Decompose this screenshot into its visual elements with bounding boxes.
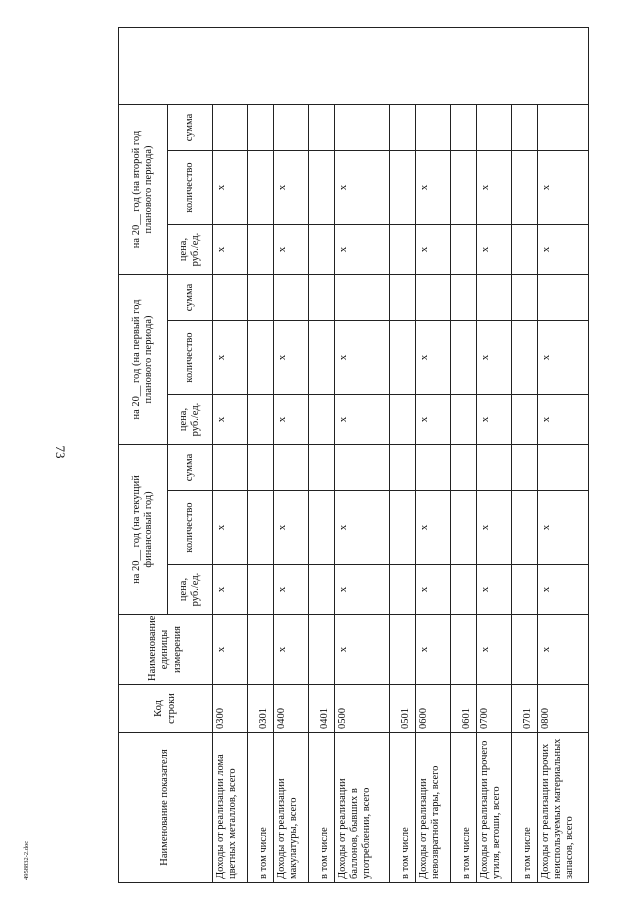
row-price-1 <box>390 565 416 615</box>
row-price-3: x <box>538 225 589 275</box>
row-sum-3 <box>309 104 335 150</box>
row-price-3: x <box>416 225 451 275</box>
row-unit: x <box>213 615 248 685</box>
row-code: 0701 <box>512 685 538 733</box>
row-unit: x <box>477 615 512 685</box>
row-quantity-3 <box>309 151 335 225</box>
row-sum-3 <box>274 104 309 150</box>
table-row <box>416 27 451 882</box>
row-blank <box>309 27 335 104</box>
row-price-3 <box>390 225 416 275</box>
table-row <box>213 27 248 882</box>
row-blank <box>538 27 589 104</box>
row-price-3 <box>451 225 477 275</box>
row-price-1 <box>309 565 335 615</box>
row-quantity-2: x <box>416 321 451 395</box>
footer-document-code: 4958832-2.doc <box>23 840 30 880</box>
row-quantity-1 <box>390 491 416 565</box>
row-price-1: x <box>416 565 451 615</box>
row-price-2: x <box>213 395 248 445</box>
row-code: 0300 <box>213 685 248 733</box>
row-quantity-2: x <box>477 321 512 395</box>
row-quantity-2: x <box>538 321 589 395</box>
row-sum-3 <box>213 104 248 150</box>
row-code: 0501 <box>390 685 416 733</box>
row-quantity-1: x <box>213 491 248 565</box>
row-sum-3 <box>451 104 477 150</box>
row-blank <box>451 27 477 104</box>
row-quantity-3: x <box>274 151 309 225</box>
row-quantity-3 <box>451 151 477 225</box>
row-quantity-1 <box>248 491 274 565</box>
row-name: Доходы от реализации прочего утиля, ветоши, всего <box>477 733 512 883</box>
row-price-3: x <box>274 225 309 275</box>
row-price-2: x <box>274 395 309 445</box>
row-sum-1 <box>416 445 451 491</box>
row-sum-1 <box>335 445 390 491</box>
row-price-3: x <box>335 225 390 275</box>
header-year-second: на 20__ год (на второй год планового периода) <box>119 104 168 274</box>
row-unit: x <box>538 615 589 685</box>
row-sum-3 <box>335 104 390 150</box>
row-price-3 <box>248 225 274 275</box>
header-year-first: на 20__ год (на первый год планового периода) <box>119 275 168 445</box>
row-code: 0401 <box>309 685 335 733</box>
row-sum-1 <box>477 445 512 491</box>
row-sum-2 <box>335 275 390 321</box>
row-sum-1 <box>390 445 416 491</box>
table-row <box>538 27 589 882</box>
row-price-3: x <box>213 225 248 275</box>
row-sum-2 <box>512 275 538 321</box>
row-name: в том числе <box>309 733 335 883</box>
header-line-code: Код строки <box>119 685 213 733</box>
row-quantity-1: x <box>335 491 390 565</box>
row-code: 0301 <box>248 685 274 733</box>
table-row <box>274 27 309 882</box>
row-sum-3 <box>416 104 451 150</box>
row-code: 0400 <box>274 685 309 733</box>
row-quantity-3: x <box>335 151 390 225</box>
row-sum-2 <box>274 275 309 321</box>
row-unit: x <box>274 615 309 685</box>
row-quantity-3 <box>512 151 538 225</box>
row-price-1: x <box>538 565 589 615</box>
row-sum-1 <box>451 445 477 491</box>
row-name: в том числе <box>512 733 538 883</box>
row-sum-3 <box>390 104 416 150</box>
header-unit: Наименование единицы измерения <box>119 615 213 685</box>
row-price-1 <box>512 565 538 615</box>
row-price-1 <box>451 565 477 615</box>
row-sum-1 <box>309 445 335 491</box>
table-row <box>451 27 477 882</box>
row-sum-1 <box>538 445 589 491</box>
row-price-2 <box>451 395 477 445</box>
row-quantity-3: x <box>538 151 589 225</box>
row-unit <box>390 615 416 685</box>
row-name: в том числе <box>451 733 477 883</box>
row-name: Доходы от реализации невозвратной тары, всего <box>416 733 451 883</box>
row-sum-3 <box>248 104 274 150</box>
row-blank <box>213 27 248 104</box>
row-price-1: x <box>213 565 248 615</box>
row-quantity-3 <box>248 151 274 225</box>
header-quantity-1: количество <box>168 491 213 565</box>
row-sum-2 <box>213 275 248 321</box>
table-row <box>309 27 335 882</box>
header-indicator: Наименование показателя <box>119 733 213 883</box>
row-quantity-1: x <box>416 491 451 565</box>
row-price-2: x <box>538 395 589 445</box>
row-code: 0600 <box>416 685 451 733</box>
row-blank <box>335 27 390 104</box>
row-sum-1 <box>274 445 309 491</box>
row-quantity-1: x <box>538 491 589 565</box>
row-price-2: x <box>416 395 451 445</box>
row-sum-3 <box>477 104 512 150</box>
row-quantity-2 <box>390 321 416 395</box>
row-blank <box>512 27 538 104</box>
row-quantity-1 <box>309 491 335 565</box>
row-sum-3 <box>538 104 589 150</box>
row-quantity-2 <box>512 321 538 395</box>
row-quantity-3 <box>390 151 416 225</box>
row-quantity-3: x <box>477 151 512 225</box>
row-price-2: x <box>335 395 390 445</box>
row-sum-1 <box>248 445 274 491</box>
row-name: Доходы от реализации прочих неиспользуемых материальных запасов, всего <box>538 733 589 883</box>
row-quantity-2 <box>248 321 274 395</box>
table-row <box>512 27 538 882</box>
row-sum-2 <box>248 275 274 321</box>
page-number: 73 <box>53 445 68 459</box>
row-code: 0700 <box>477 685 512 733</box>
header-sum-3: сумма <box>168 104 213 150</box>
row-price-3 <box>512 225 538 275</box>
row-quantity-1: x <box>274 491 309 565</box>
report-table-container <box>118 28 598 883</box>
row-name: в том числе <box>390 733 416 883</box>
header-sum-1: сумма <box>168 445 213 491</box>
table-row <box>335 27 390 882</box>
row-price-2 <box>512 395 538 445</box>
table-row <box>390 27 416 882</box>
row-sum-1 <box>512 445 538 491</box>
row-quantity-2 <box>451 321 477 395</box>
header-price-1: цена, руб./ед. <box>168 565 213 615</box>
row-blank <box>390 27 416 104</box>
row-name: в том числе <box>248 733 274 883</box>
header-blank <box>119 27 213 104</box>
row-quantity-3: x <box>416 151 451 225</box>
row-price-1 <box>248 565 274 615</box>
header-price-3: цена, руб./ед. <box>168 225 213 275</box>
header-quantity-2: количество <box>168 321 213 395</box>
row-unit <box>248 615 274 685</box>
row-quantity-2: x <box>335 321 390 395</box>
header-year-current: на 20__ год (на текущий финансовый год) <box>119 445 168 615</box>
header-price-2: цена, руб./ед. <box>168 395 213 445</box>
row-name: Доходы от реализации макулатуры, всего <box>274 733 309 883</box>
row-unit <box>309 615 335 685</box>
row-name: Доходы от реализации лома цветных металлов, всего <box>213 733 248 883</box>
row-quantity-2: x <box>213 321 248 395</box>
row-sum-1 <box>213 445 248 491</box>
row-unit: x <box>335 615 390 685</box>
row-quantity-1 <box>512 491 538 565</box>
row-unit: x <box>416 615 451 685</box>
row-blank <box>416 27 451 104</box>
row-blank <box>248 27 274 104</box>
row-price-2: x <box>477 395 512 445</box>
row-price-3: x <box>477 225 512 275</box>
row-quantity-1: x <box>477 491 512 565</box>
row-quantity-1 <box>451 491 477 565</box>
row-sum-2 <box>538 275 589 321</box>
row-quantity-2: x <box>274 321 309 395</box>
row-blank <box>477 27 512 104</box>
table-row <box>248 27 274 882</box>
row-price-2 <box>390 395 416 445</box>
header-quantity-3: количество <box>168 151 213 225</box>
row-sum-2 <box>309 275 335 321</box>
row-price-3 <box>309 225 335 275</box>
row-sum-2 <box>390 275 416 321</box>
row-sum-2 <box>416 275 451 321</box>
row-code: 0601 <box>451 685 477 733</box>
row-price-1: x <box>274 565 309 615</box>
header-sum-2: сумма <box>168 275 213 321</box>
row-unit <box>451 615 477 685</box>
row-unit <box>512 615 538 685</box>
row-sum-2 <box>451 275 477 321</box>
row-price-2 <box>309 395 335 445</box>
row-code: 0500 <box>335 685 390 733</box>
report-table <box>118 27 589 883</box>
row-price-1: x <box>335 565 390 615</box>
row-quantity-3: x <box>213 151 248 225</box>
row-blank <box>274 27 309 104</box>
row-price-1: x <box>477 565 512 615</box>
row-code: 0800 <box>538 685 589 733</box>
row-sum-3 <box>512 104 538 150</box>
row-price-2 <box>248 395 274 445</box>
row-quantity-2 <box>309 321 335 395</box>
row-name: Доходы от реализации баллонов, бывших в употреблении, всего <box>335 733 390 883</box>
table-row <box>477 27 512 882</box>
row-sum-2 <box>477 275 512 321</box>
